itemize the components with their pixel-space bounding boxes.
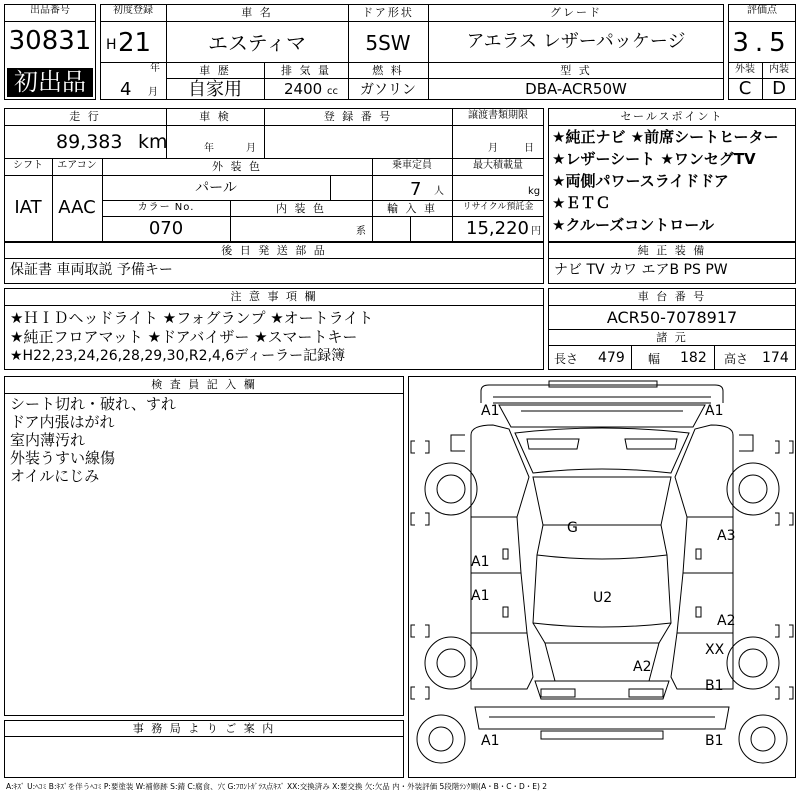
displacement: 2400 <box>284 80 323 98</box>
first-listing-badge <box>7 68 93 97</box>
damage-right-front-door: A3 <box>717 528 736 544</box>
exterior-score: C <box>738 78 752 99</box>
inspection-label: 車 検 <box>199 110 231 123</box>
transfer-day-unit: 日 <box>524 143 534 154</box>
grade-label: グレード <box>550 6 602 19</box>
fuel: ガソリン <box>360 82 416 98</box>
capacity-label: 乗車定員 <box>392 160 432 171</box>
interior-color-suffix: 系 <box>356 226 366 237</box>
height-label: 高さ <box>724 352 749 366</box>
auction-number-label: 出品番号 <box>30 5 70 16</box>
interior-score-label: 内装 <box>769 64 789 75</box>
damage-rear-glass: A2 <box>633 659 652 675</box>
shift-label: シフト <box>13 160 43 171</box>
aircon-label: エアコン <box>57 160 97 171</box>
damage-windshield: G <box>567 520 578 536</box>
aircon: AAC <box>58 197 96 218</box>
exterior-color-label: 外 装 色 <box>212 160 262 173</box>
score-value: 3.5 <box>732 28 792 58</box>
capacity: 7 <box>410 179 422 200</box>
color-no-label: カラー No. <box>137 202 195 213</box>
max-load-unit: kg <box>528 186 541 197</box>
mileage-unit: km <box>138 131 168 153</box>
shift: IAT <box>14 197 42 218</box>
transfer-month-unit: 月 <box>488 143 498 154</box>
selling-point-3: ★両側パワースライドドア <box>552 172 729 190</box>
genuine-equipment: ナビ TV カワ エアB PS PW <box>554 262 728 278</box>
later-parts: 保証書 車両取説 予備キー <box>10 262 173 278</box>
history-label: 車 歴 <box>199 64 231 77</box>
max-load-label: 最大積載量 <box>473 160 523 171</box>
damage-right-quarter: XX <box>705 642 725 658</box>
damage-left-rear-door: A1 <box>471 588 490 604</box>
car-diagram-box <box>408 376 796 778</box>
length: 479 <box>598 350 625 366</box>
car-name-label: 車 名 <box>241 6 273 19</box>
chassis-label: 車 台 番 号 <box>637 290 707 303</box>
chassis-number: ACR50-7078917 <box>606 308 738 327</box>
note-line-3: ★H22,23,24,26,28,29,30,R2,4,6ディーラー記録簿 <box>10 348 346 364</box>
width: 182 <box>680 350 707 366</box>
dimensions-label: 諸 元 <box>656 331 688 344</box>
color-no: 070 <box>148 218 184 239</box>
damage-left-front-door: A1 <box>471 554 490 570</box>
damage-rear-bumper-right: B1 <box>705 733 724 749</box>
office-label: 事 務 局 よ り ご 案 内 <box>132 722 276 735</box>
notes-label: 注 意 事 項 欄 <box>230 290 318 303</box>
registration-month: 4 <box>120 79 132 100</box>
damage-roof: U2 <box>593 590 613 606</box>
selling-point-1: ★純正ナビ ★前席シートヒーター <box>552 128 779 146</box>
mileage: 89,383 <box>56 131 123 153</box>
inspector-line-4: 外装うすい線傷 <box>10 449 116 467</box>
damage-rear-bumper-left: A1 <box>481 733 500 749</box>
interior-color-label: 内 装 色 <box>276 202 326 215</box>
car-name: エスティマ <box>208 31 306 55</box>
interior-score: D <box>772 78 786 99</box>
legend-text: A:ｷｽﾞ U:ﾍｺﾐ B:ｷｽﾞを伴うﾍｺﾐ P:要塗装 W:補修跡 S:錆 C:腐食、穴 G:ﾌﾛﾝﾄｶﾞﾗｽ点ｷｽﾞ XX:交換済み X:要交換 欠:欠品 内・外装評価 5段階ﾗﾝｸ順(A・B・C・D・E) 2 <box>6 782 548 791</box>
damage-front-right: A1 <box>705 403 724 419</box>
model-code: DBA-ACR50W <box>525 80 627 98</box>
recycle-unit: 円 <box>531 226 541 237</box>
inspector-line-1: シート切れ・破れ、すれ <box>10 395 176 413</box>
history: 自家用 <box>188 79 242 100</box>
selling-point-4: ★ＥＴＣ <box>552 194 611 212</box>
reg-number-label: 登 録 番 号 <box>323 110 393 123</box>
height: 174 <box>762 350 789 366</box>
registration-month-unit: 月 <box>148 87 158 98</box>
capacity-unit: 人 <box>434 186 444 197</box>
door-shape: 5SW <box>365 31 411 55</box>
damage-right-rear: B1 <box>705 678 724 694</box>
grade: アエラス レザーパッケージ <box>466 31 686 52</box>
damage-front-left: A1 <box>481 403 500 419</box>
door-label: ドア形状 <box>362 6 414 19</box>
displacement-unit: cc <box>327 86 338 97</box>
exterior-score-label: 外装 <box>735 64 755 75</box>
later-parts-label: 後 日 発 送 部 品 <box>221 244 327 257</box>
transfer-deadline-label: 譲渡書類期限 <box>468 110 528 121</box>
exterior-color: パール <box>195 180 237 196</box>
damage-right-rear-door: A2 <box>717 613 736 629</box>
note-line-2: ★純正フロアマット ★ドアバイザー ★スマートキー <box>10 328 358 346</box>
inspector-line-5: オイルにじみ <box>10 467 100 485</box>
selling-point-2: ★レザーシート ★ワンセグTV <box>552 150 756 168</box>
registration-year-unit: 年 <box>150 63 160 74</box>
auction-number: 30831 <box>8 26 92 56</box>
model-label: 型 式 <box>560 64 592 77</box>
mileage-label: 走 行 <box>69 110 101 123</box>
width-label: 幅 <box>648 352 661 366</box>
first-listing-text: 初出品 <box>14 68 86 96</box>
inspector-line-3: 室内薄汚れ <box>10 431 86 449</box>
inspection-month-unit: 月 <box>246 143 256 154</box>
selling-point-5: ★クルーズコントロール <box>552 216 714 234</box>
fuel-label: 燃 料 <box>372 64 404 77</box>
recycle-fee: 15,220 <box>466 218 529 239</box>
registration-era: H <box>106 37 117 53</box>
recycle-label: リサイクル預託金 <box>462 202 534 212</box>
inspection-year-unit: 年 <box>204 143 214 154</box>
displacement-label: 排 気 量 <box>281 64 331 77</box>
registration-label: 初度登録 <box>113 5 153 16</box>
car-diagram <box>409 377 795 777</box>
score-label: 評価点 <box>747 5 777 16</box>
registration-year: 21 <box>118 28 152 58</box>
length-label: 長さ <box>554 352 579 366</box>
selling-points-label: セールスポイント <box>620 110 724 123</box>
genuine-equipment-label: 純 正 装 備 <box>637 244 707 257</box>
inspector-line-2: ドア内張はがれ <box>10 413 115 431</box>
import-label: 輸 入 車 <box>387 202 437 215</box>
note-line-1: ★ＨＩＤヘッドライト ★フォグランプ ★オートライト <box>10 309 374 327</box>
inspector-label: 検 査 員 記 入 欄 <box>151 378 257 391</box>
